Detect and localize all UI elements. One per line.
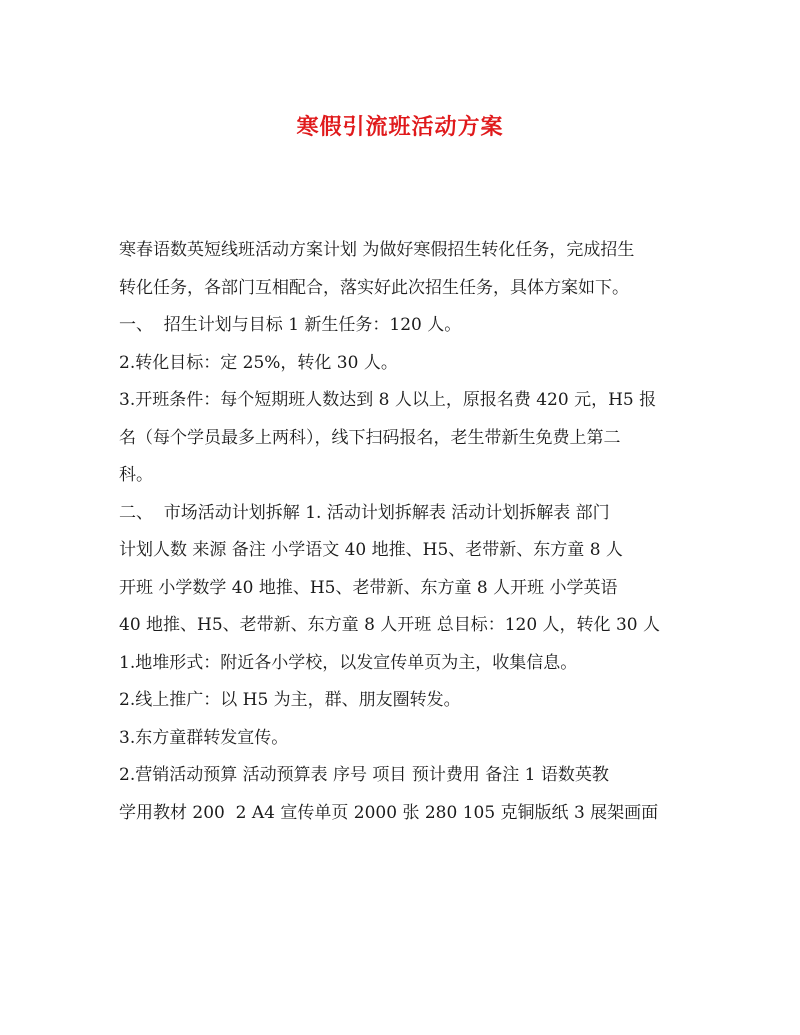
paragraph-line: 2.转化目标：定 25%，转化 30 人。 bbox=[119, 352, 398, 373]
paragraph-line: 2.线上推广：以 H5 为主，群、朋友圈转发。 bbox=[119, 690, 461, 710]
paragraph-line: 3.开班条件：每个短期班人数达到 8 人以上，原报名费 420 元，H5 报 bbox=[119, 390, 657, 410]
paragraph-line: 1.地堆形式：附近各小学校，以发宣传单页为主，收集信息。 bbox=[119, 652, 578, 673]
paragraph-line: 名（每个学员最多上两科），线下扫码报名，老生带新生免费上第二 bbox=[119, 427, 621, 448]
paragraph-line: 2.营销活动预算 活动预算表 序号 项目 预计费用 备注 1 语数英教 bbox=[119, 765, 609, 785]
paragraph-line: 寒春语数英短线班活动方案计划 为做好寒假招生转化任务，完成招生 bbox=[119, 240, 635, 260]
document-body bbox=[119, 232, 685, 832]
paragraph-line: 转化任务，各部门互相配合，落实好此次招生任务，具体方案如下。 bbox=[119, 277, 629, 298]
paragraph-line: 3.东方童群转发宣传。 bbox=[119, 727, 289, 748]
paragraph-line: 一、 招生计划与目标 1 新生任务：120 人。 bbox=[119, 315, 462, 335]
paragraph-line: 二、 市场活动计划拆解 1. 活动计划拆解表 活动计划拆解表 部门 bbox=[119, 502, 610, 523]
paragraph-line: 科。 bbox=[119, 465, 153, 485]
paragraph-line: 开班 小学数学 40 地推、H5、老带新、东方童 8 人开班 小学英语 bbox=[119, 577, 618, 598]
document-title: 寒假引流班活动方案 bbox=[296, 114, 504, 140]
paragraph-line: 计划人数 来源 备注 小学语文 40 地推、H5、老带新、东方童 8 人 bbox=[119, 540, 623, 560]
paragraph-line: 学用教材 200 2 A4 宣传单页 2000 张 280 105 克铜版纸 3 展架画面 bbox=[119, 802, 659, 823]
paragraph-line: 40 地推、H5、老带新、东方童 8 人开班 总目标：120 人，转化 30 人 bbox=[119, 615, 660, 635]
